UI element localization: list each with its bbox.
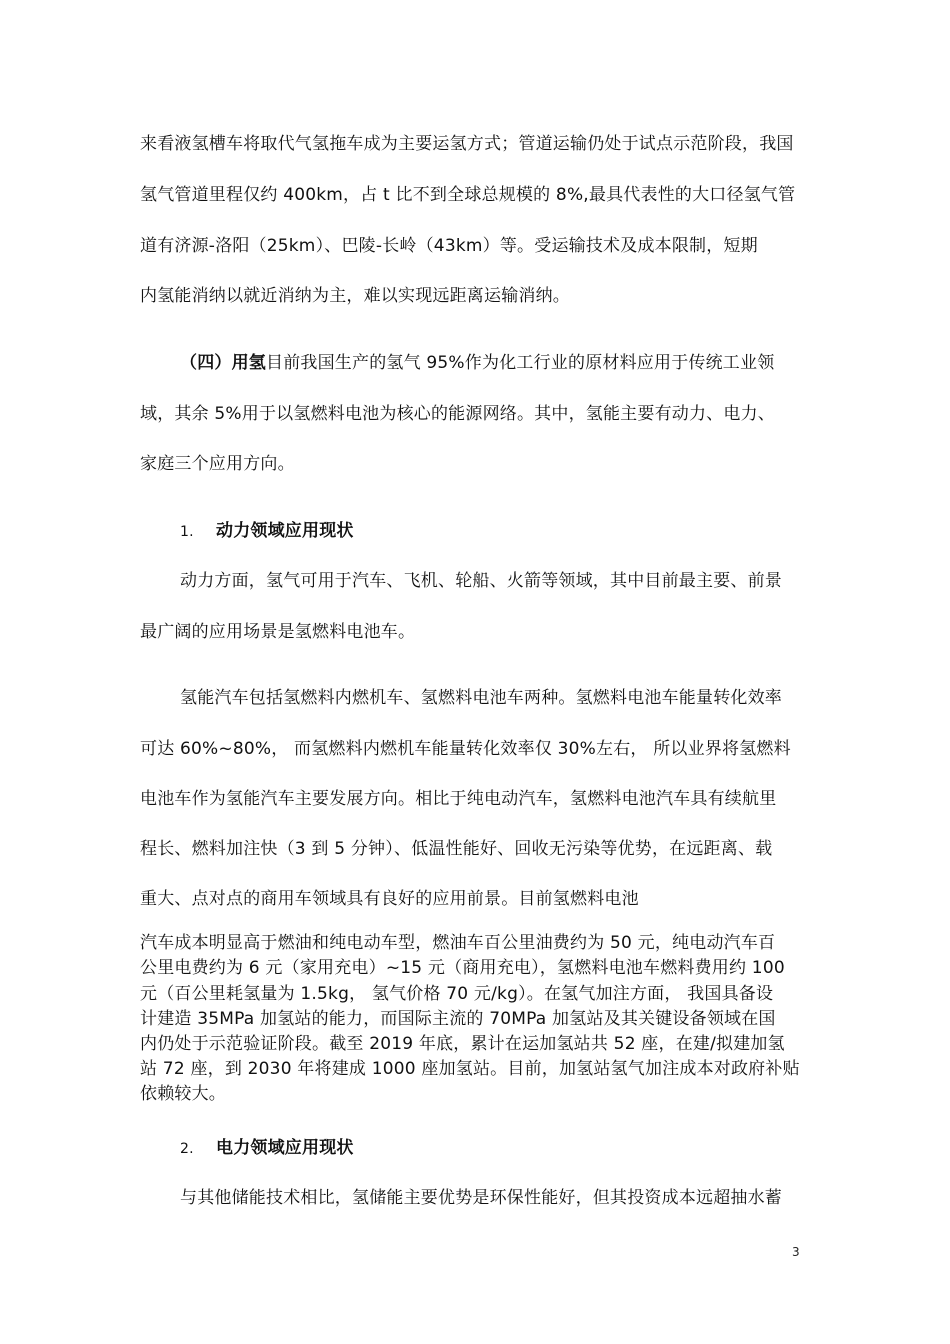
page-number: 3 <box>792 1245 800 1259</box>
paragraph-line: 元（百公里耗氢量为 1.5kg， 氢气价格 70 元/kg）。在氢气加注方面， 我国具备设 <box>140 984 774 1004</box>
heading-number: 1. <box>180 524 194 540</box>
heading-title: 动力领域应用现状 <box>216 521 354 541</box>
section-heading-2 <box>180 1136 820 1161</box>
paragraph-line: 计建造 35MPa 加氢站的能力，而国际主流的 70MPa 加氢站及其关键设备领域在国 <box>140 1009 776 1029</box>
heading-number: 2. <box>180 1141 194 1157</box>
paragraph-line: 域，其余 5%用于以氢燃料电池为核心的能源网络。其中，氢能主要有动力、电力、 <box>140 404 775 424</box>
paragraph-line: 站 72 座，到 2030 年将建成 1000 座加氢站。目前，加氢站氢气加注成本对政府补贴 <box>140 1059 800 1079</box>
paragraph-line: 重大、点对点的商用车领域具有良好的应用前景。目前氢燃料电池 <box>140 889 639 909</box>
paragraph-line: 汽车成本明显高于燃油和纯电动车型，燃油车百公里油费约为 50 元，纯电动汽车百 <box>140 933 776 953</box>
paragraph-line: 氢气管道里程仅约 400km，占 t 比不到全球总规模的 8%,最具代表性的大口径氢气管 <box>140 185 796 205</box>
paragraph-line: 内仍处于示范验证阶段。截至 2019 年底，累计在运加氢站共 52 座，在建/拟建加氢 <box>140 1034 785 1054</box>
section-4-label: （四）用氢 <box>180 353 266 373</box>
section-heading-1 <box>180 519 820 544</box>
paragraph-line: 公里电费约为 6 元（家用充电）~15 元（商用充电），氢燃料电池车燃料费用约 100 <box>140 958 785 978</box>
section-4-first-line <box>180 351 820 375</box>
paragraph-line: 道有济源-洛阳（25km）、巴陵-长岭（43km）等。受运输技术及成本限制，短期 <box>140 236 758 256</box>
paragraph-line: 动力方面，氢气可用于汽车、飞机、轮船、火箭等领域，其中目前最主要、前景 <box>180 571 782 591</box>
paragraph-line: 内氢能消纳以就近消纳为主，难以实现远距离运输消纳。 <box>140 286 570 306</box>
paragraph-line: 家庭三个应用方向。 <box>140 454 295 474</box>
paragraph-line: 与其他储能技术相比，氢储能主要优势是环保性能好，但其投资成本远超抽水蓄 <box>180 1188 782 1208</box>
paragraph-line: 依赖较大。 <box>140 1084 226 1104</box>
heading-title: 电力领域应用现状 <box>216 1138 354 1158</box>
paragraph-line: 氢能汽车包括氢燃料内燃机车、氢燃料电池车两种。氢燃料电池车能量转化效率 <box>180 688 782 708</box>
paragraph-line: 程长、燃料加注快（3 到 5 分钟）、低温性能好、回收无污染等优势，在远距离、载 <box>140 839 773 859</box>
paragraph-line: 来看液氢槽车将取代气氢拖车成为主要运氢方式；管道运输仍处于试点示范阶段，我国 <box>140 134 794 154</box>
paragraph-line: 可达 60%~80%， 而氢燃料内燃机车能量转化效率仅 30%左右， 所以业界将氢燃料 <box>140 739 791 759</box>
paragraph-line: 最广阔的应用场景是氢燃料电池车。 <box>140 622 416 642</box>
section-4-text: 目前我国生产的氢气 95%作为化工行业的原材料应用于传统工业领 <box>266 353 775 373</box>
paragraph-line: 电池车作为氢能汽车主要发展方向。相比于纯电动汽车，氢燃料电池汽车具有续航里 <box>140 789 777 809</box>
